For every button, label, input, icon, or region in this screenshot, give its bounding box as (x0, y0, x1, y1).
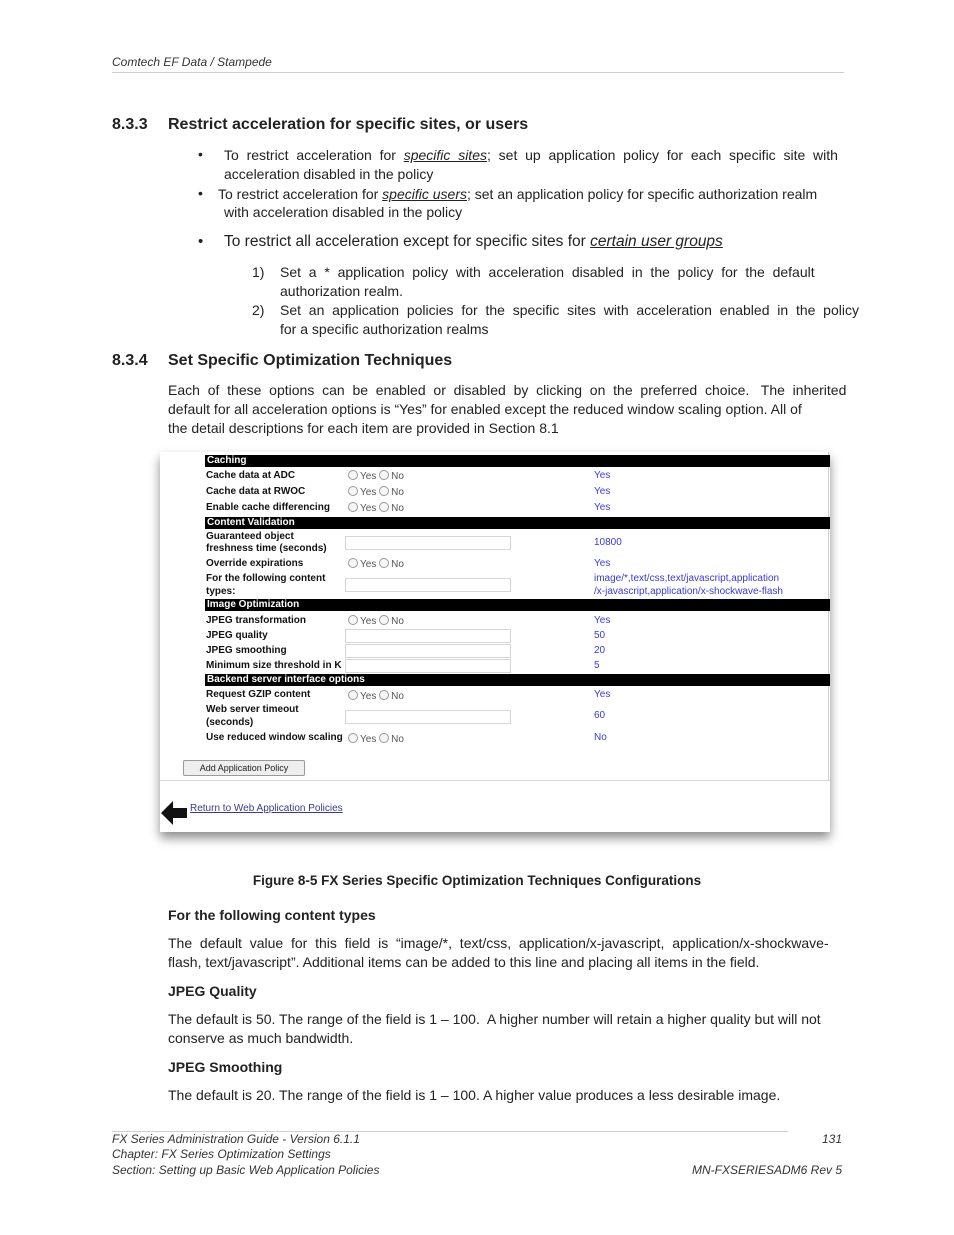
image-optimization-section-header: Image Optimization (205, 599, 830, 611)
min-size-label: Minimum size threshold in K (206, 660, 342, 671)
back-arrow-icon[interactable] (161, 801, 187, 825)
running-header: Comtech EF Data / Stampede (112, 55, 272, 69)
step-text: Set a * application policy with acceleration disabled in the policy for the default (280, 264, 815, 280)
timeout-default: 60 (594, 710, 606, 721)
caching-section-header: Caching (205, 455, 830, 467)
jpeg-quality-heading: JPEG Quality (168, 983, 257, 999)
figure-border (828, 452, 829, 780)
radio-yes[interactable] (348, 486, 358, 496)
jpeg-smoothing-heading: JPEG Smoothing (168, 1059, 283, 1075)
step-text: Set an application policies for the specific sites with acceleration enabled in the policy (280, 302, 859, 318)
bullet-specific-users (218, 185, 843, 204)
cache-adc-label: Cache data at ADC (206, 470, 296, 481)
add-application-policy-button[interactable]: Add Application Policy (183, 760, 305, 776)
cache-rwoc-label: Cache data at RWOC (206, 486, 306, 497)
radio-yes-label: Yes (360, 487, 377, 498)
timeout-input[interactable] (345, 710, 511, 724)
radio-yes-label: Yes (360, 503, 377, 514)
guaranteed-label: Guaranteed object (206, 531, 294, 542)
paragraph-line: The default is 50. The range of the field is 1 – 100. A higher number will retain a higher quality but will not (168, 1011, 821, 1027)
bullet-text: To restrict all acceleration except for specific sites for (224, 233, 591, 250)
radio-no-label: No (391, 616, 404, 627)
radio-no-label: No (391, 734, 404, 745)
jpeg-quality-default: 50 (594, 630, 606, 641)
jpeg-transform-radio-group[interactable] (348, 615, 404, 628)
radio-no[interactable] (379, 558, 389, 568)
bullet-specific-sites (224, 146, 841, 165)
content-types-label: types: (206, 586, 236, 597)
cache-adc-radio-group[interactable] (348, 470, 404, 483)
document-id: MN-FXSERIESADM6 Rev 5 (691, 1163, 842, 1177)
return-to-policies-link[interactable]: Return to Web Application Policies (190, 803, 343, 814)
bullet-text: To restrict acceleration for (224, 147, 404, 163)
bullet-dot: • (198, 146, 203, 162)
specific-sites-link: specific sites (403, 147, 487, 163)
section-title-833: Restrict acceleration for specific sites, or users (168, 116, 529, 133)
step-text: authorization realm. (280, 283, 403, 299)
cache-diff-default: Yes (594, 502, 611, 513)
bullet-text: ; set an application policy for specific authorization realm (466, 186, 818, 202)
jpeg-smoothing-input[interactable] (345, 644, 511, 658)
radio-no-label: No (391, 471, 404, 482)
radio-yes[interactable] (348, 733, 358, 743)
radio-yes-label: Yes (360, 734, 377, 745)
cache-rwoc-radio-group[interactable] (348, 486, 404, 499)
step-number: 2) (252, 302, 265, 318)
content-types-label: For the following content (206, 573, 326, 584)
radio-yes[interactable] (348, 690, 358, 700)
radio-no-label: No (391, 503, 404, 514)
content-types-input[interactable] (345, 578, 511, 592)
footer-guide: FX Series Administration Guide - Version 6.1.1 (112, 1132, 360, 1146)
jpeg-quality-label: JPEG quality (206, 630, 268, 641)
page-number: 131 (821, 1132, 842, 1146)
radio-yes[interactable] (348, 470, 358, 480)
figure-divider (160, 780, 830, 781)
content-types-default: /x-javascript,application/x-shockwave-flash (594, 586, 783, 597)
footer-chapter: Chapter: FX Series Optimization Settings (112, 1147, 331, 1161)
jpeg-transform-label: JPEG transformation (206, 615, 307, 626)
radio-no[interactable] (379, 690, 389, 700)
cache-diff-radio-group[interactable] (348, 502, 404, 515)
jpeg-smoothing-label: JPEG smoothing (206, 645, 287, 656)
cache-adc-default: Yes (594, 470, 611, 481)
jpeg-transform-default: Yes (594, 615, 611, 626)
jpeg-smoothing-default: 20 (594, 645, 606, 656)
backend-section-header: Backend server interface options (205, 674, 830, 686)
section-number-833: 8.3.3 (112, 116, 148, 133)
bullet-continuation: acceleration disabled in the policy (224, 166, 434, 182)
bullet-text: To restrict acceleration for (218, 186, 383, 202)
radio-yes[interactable] (348, 615, 358, 625)
content-validation-section-header: Content Validation (205, 517, 830, 529)
radio-no-label: No (391, 691, 404, 702)
step-number: 1) (252, 264, 265, 280)
radio-no[interactable] (379, 470, 389, 480)
bullet-text: ; set up application policy for each specific site with (486, 147, 838, 163)
gzip-default: Yes (594, 689, 611, 700)
guaranteed-input[interactable] (345, 536, 511, 550)
figure-screenshot (160, 452, 830, 832)
radio-yes[interactable] (348, 558, 358, 568)
certain-user-groups-link: certain user groups (590, 233, 723, 250)
radio-no[interactable] (379, 486, 389, 496)
radio-yes[interactable] (348, 502, 358, 512)
paragraph-line: The default is 20. The range of the field is 1 – 100. A higher value produces a less desirable image. (168, 1087, 781, 1103)
timeout-label: Web server timeout (206, 704, 299, 715)
reduced-window-default: No (594, 732, 607, 743)
guaranteed-label: freshness time (seconds) (206, 543, 327, 554)
specific-users-link: specific users (382, 186, 467, 202)
paragraph-line: Each of these options can be enabled or disabled by clicking on the preferred choice. The inherited (168, 382, 847, 398)
paragraph-line: default for all acceleration options is “Yes” for enabled except the reduced window scaling option. All of (168, 401, 802, 417)
guaranteed-default: 10800 (594, 537, 622, 548)
override-label: Override expirations (206, 558, 304, 569)
bullet-user-groups (224, 233, 723, 251)
figure-caption: Figure 8-5 FX Series Specific Optimization Techniques Configurations (252, 873, 702, 888)
gzip-label: Request GZIP content (206, 689, 311, 700)
section-title-834: Set Specific Optimization Techniques (168, 352, 453, 369)
override-radio-group[interactable] (348, 558, 404, 571)
reduced-window-label: Use reduced window scaling (206, 732, 343, 743)
radio-no-label: No (391, 487, 404, 498)
bullet-dot: • (198, 233, 204, 250)
radio-yes-label: Yes (360, 559, 377, 570)
radio-no[interactable] (379, 615, 389, 625)
jpeg-quality-input[interactable] (345, 629, 511, 643)
radio-yes-label: Yes (360, 691, 377, 702)
cache-rwoc-default: Yes (594, 486, 611, 497)
paragraph-line: the detail descriptions for each item are provided in Section 8.1 (168, 420, 559, 436)
reduced-window-radio-group[interactable] (348, 733, 404, 746)
content-types-default: image/*,text/css,text/javascript,application (594, 573, 780, 584)
override-default: Yes (594, 558, 611, 569)
radio-yes-label: Yes (360, 616, 377, 627)
min-size-input[interactable] (345, 659, 511, 673)
header-divider (112, 72, 844, 73)
paragraph-line: conserve as much bandwidth. (168, 1030, 354, 1046)
content-types-heading: For the following content types (168, 907, 376, 923)
radio-yes-label: Yes (360, 471, 377, 482)
paragraph-line: flash, text/javascript”. Additional items can be added to this line and placing all items in the field. (168, 954, 760, 970)
min-size-default: 5 (594, 660, 600, 671)
paragraph-line: The default value for this field is “image/*, text/css, application/x-javascript, application/x-shockwave- (168, 935, 829, 951)
timeout-label: (seconds) (206, 717, 254, 728)
step-text: for a specific authorization realms (280, 321, 489, 337)
gzip-radio-group[interactable] (348, 690, 404, 703)
footer-section: Section: Setting up Basic Web Application Policies (112, 1163, 380, 1177)
radio-no[interactable] (379, 733, 389, 743)
bullet-dot: • (198, 185, 203, 201)
cache-diff-label: Enable cache differencing (206, 502, 330, 513)
bullet-continuation: with acceleration disabled in the policy (224, 204, 463, 220)
radio-no-label: No (391, 559, 404, 570)
section-number-834: 8.3.4 (112, 352, 148, 369)
radio-no[interactable] (379, 502, 389, 512)
